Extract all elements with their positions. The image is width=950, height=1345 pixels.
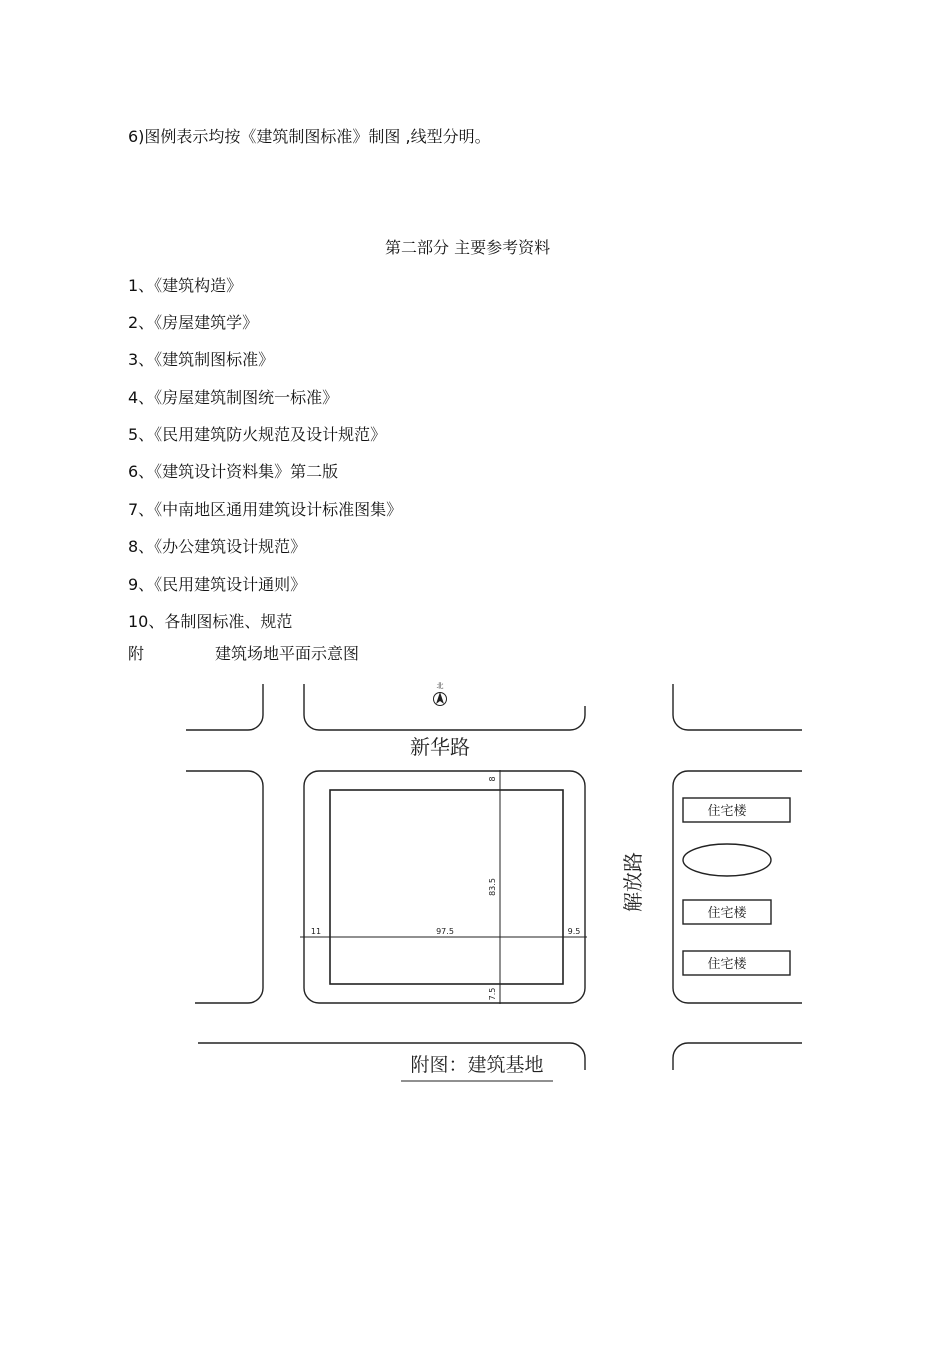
reference-item: 7、《中南地区通用建筑设计标准图集》 [128,500,403,519]
reference-item: 2、《房屋建筑学》 [128,313,259,332]
reference-item: 4、《房屋建筑制图统一标准》 [128,388,339,407]
housing-label: 住宅楼 [707,804,747,819]
housing-label: 住宅楼 [707,957,747,972]
oval-feature [683,844,771,876]
reference-item: 5、《民用建筑防火规范及设计规范》 [128,425,387,444]
north-arrow-icon [434,692,447,706]
intro-line: 6)图例表示均按《建筑制图标准》制图 ,线型分明。 [128,127,491,146]
road-label-right: 解放路 [621,852,645,912]
block-top-middle [304,684,585,730]
reference-item: 1、《建筑构造》 [128,276,243,295]
block-top-right [673,684,802,730]
road-label-top: 新华路 [410,735,470,759]
section-title: 第二部分 主要参考资料 [385,238,551,257]
reference-item: 8、《办公建筑设计规范》 [128,537,307,556]
dim-label-top: 8 [488,776,497,782]
dim-label-bottom: 7.5 [488,987,497,1001]
reference-item: 3、《建筑制图标准》 [128,350,275,369]
reference-item: 6、《建筑设计资料集》第二版 [128,462,339,481]
block-bottom-right [673,1043,802,1070]
dim-label-right: 9.5 [567,927,581,936]
block-top-left [186,684,263,730]
dim-label-width: 97.5 [436,927,454,936]
building-footprint [330,790,563,984]
appendix-title: 建筑场地平面示意图 [215,644,360,663]
reference-item: 10、各制图标准、规范 [128,612,293,631]
dim-label-height: 83.5 [488,878,497,896]
dim-label-left: 11 [310,927,322,936]
north-label: 北 [436,682,444,690]
housing-label: 住宅楼 [707,906,747,921]
reference-item: 9、《民用建筑设计通则》 [128,575,307,594]
appendix-label: 附 [128,644,145,663]
block-middle-left [186,771,263,1003]
diagram-caption: 附图：建筑基地 [410,1054,544,1076]
site-block-outline [304,771,585,1003]
